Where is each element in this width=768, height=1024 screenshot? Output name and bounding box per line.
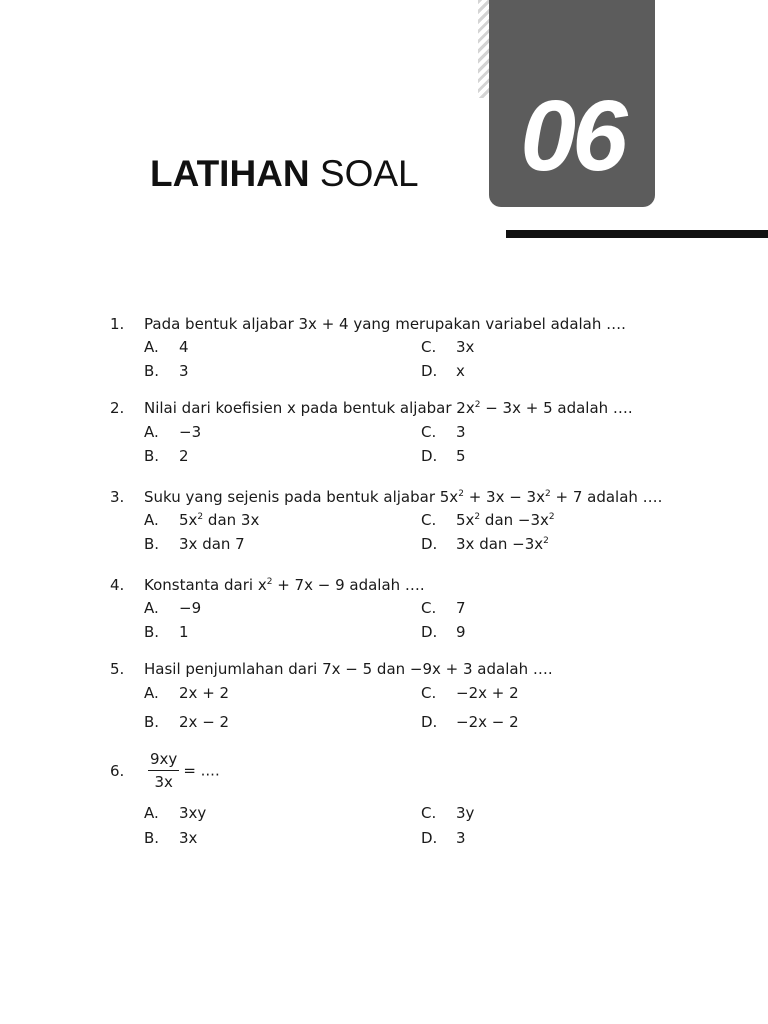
option-text: 3x dan 7 [179, 535, 245, 553]
option-letter: C. [421, 684, 437, 702]
option-text: 3y [456, 804, 475, 822]
question-number: 6. [110, 762, 125, 780]
option-1a[interactable] [144, 337, 189, 357]
option-3d[interactable] [421, 534, 549, 554]
fraction-numerator: 9xy [148, 750, 179, 771]
option-letter: B. [144, 535, 160, 553]
option-text: 2x − 2 [179, 713, 230, 731]
option-letter: A. [144, 804, 159, 822]
option-2b[interactable] [144, 446, 189, 466]
option-letter: A. [144, 599, 159, 617]
option-5a[interactable] [144, 683, 229, 703]
header-rule [506, 230, 768, 238]
option-text: 9 [456, 623, 466, 641]
option-text: $5x^2$ dan 3x [179, 511, 260, 529]
option-text: 1 [179, 623, 189, 641]
option-4d[interactable] [421, 622, 466, 642]
option-letter: A. [144, 338, 159, 356]
option-text: 3x dan $-3x^2$ [456, 535, 549, 553]
option-text: −9 [179, 599, 202, 617]
option-text: x [456, 362, 465, 380]
question-number: 1. [110, 315, 125, 333]
option-5d[interactable] [421, 712, 519, 732]
option-6c[interactable] [421, 803, 474, 823]
option-6a[interactable] [144, 803, 206, 823]
option-4c[interactable] [421, 598, 466, 618]
option-letter: C. [421, 423, 437, 441]
fraction [148, 750, 179, 792]
option-text: 3 [456, 423, 466, 441]
question-number: 4. [110, 576, 125, 594]
question-text: Pada bentuk aljabar 3x + 4 yang merupakan variabel adalah …. [144, 315, 626, 333]
option-letter: B. [144, 623, 160, 641]
option-6b[interactable] [144, 828, 197, 848]
option-letter: D. [421, 362, 438, 380]
option-letter: A. [144, 423, 159, 441]
option-letter: D. [421, 535, 438, 553]
option-4b[interactable] [144, 622, 189, 642]
option-text: 7 [456, 599, 466, 617]
option-text: 2 [179, 447, 189, 465]
option-letter: B. [144, 829, 160, 847]
question-text: Konstanta dari $x^2 + 7x - 9$ adalah …. [144, 576, 425, 594]
title-bold: LATIHAN [150, 153, 310, 194]
question-number: 2. [110, 399, 125, 417]
option-text: 5 [456, 447, 466, 465]
option-5c[interactable] [421, 683, 519, 703]
chapter-number: 06 [520, 80, 624, 192]
option-2c[interactable] [421, 422, 466, 442]
option-letter: C. [421, 804, 437, 822]
option-letter: B. [144, 362, 160, 380]
option-letter: D. [421, 623, 438, 641]
option-2a[interactable] [144, 422, 201, 442]
title-regular: SOAL [319, 153, 419, 194]
option-text: −2x − 2 [456, 713, 519, 731]
option-5b[interactable] [144, 712, 229, 732]
option-3b[interactable] [144, 534, 245, 554]
option-1d[interactable] [421, 361, 465, 381]
option-text: 2x + 2 [179, 684, 230, 702]
option-2d[interactable] [421, 446, 466, 466]
option-6d[interactable] [421, 828, 466, 848]
option-letter: C. [421, 338, 437, 356]
chapter-badge [489, 0, 655, 207]
option-letter: D. [421, 447, 438, 465]
option-text: 3xy [179, 804, 207, 822]
question-text: Nilai dari koefisien x pada bentuk aljabar $2x^2 - 3x + 5$ adalah …. [144, 399, 633, 417]
option-1b[interactable] [144, 361, 189, 381]
option-text: −3 [179, 423, 202, 441]
question-number: 5. [110, 660, 125, 678]
option-4a[interactable] [144, 598, 201, 618]
option-text: −2x + 2 [456, 684, 519, 702]
option-letter: B. [144, 447, 160, 465]
option-1c[interactable] [421, 337, 474, 357]
question-number: 3. [110, 488, 125, 506]
option-letter: A. [144, 684, 159, 702]
option-text: $5x^2$ dan $-3x^2$ [456, 511, 555, 529]
question-text: Hasil penjumlahan dari 7x − 5 dan −9x + 3 adalah …. [144, 660, 553, 678]
fraction-denominator: 3x [154, 773, 173, 791]
option-letter: A. [144, 511, 159, 529]
question-text: Suku yang sejenis pada bentuk aljabar $5x^2 + 3x - 3x^2 + 7$ adalah …. [144, 488, 663, 506]
option-letter: D. [421, 829, 438, 847]
option-letter: C. [421, 599, 437, 617]
option-text: 4 [179, 338, 189, 356]
option-text: 3x [179, 829, 198, 847]
option-letter: B. [144, 713, 160, 731]
option-letter: C. [421, 511, 437, 529]
option-text: 3 [179, 362, 189, 380]
option-text: 3x [456, 338, 475, 356]
option-text: 3 [456, 829, 466, 847]
option-letter: D. [421, 713, 438, 731]
option-3a[interactable] [144, 510, 259, 530]
page-title [150, 152, 419, 196]
question-text: $\frac{9xy}{3x}$ = .... [150, 750, 220, 791]
option-3c[interactable] [421, 510, 555, 530]
